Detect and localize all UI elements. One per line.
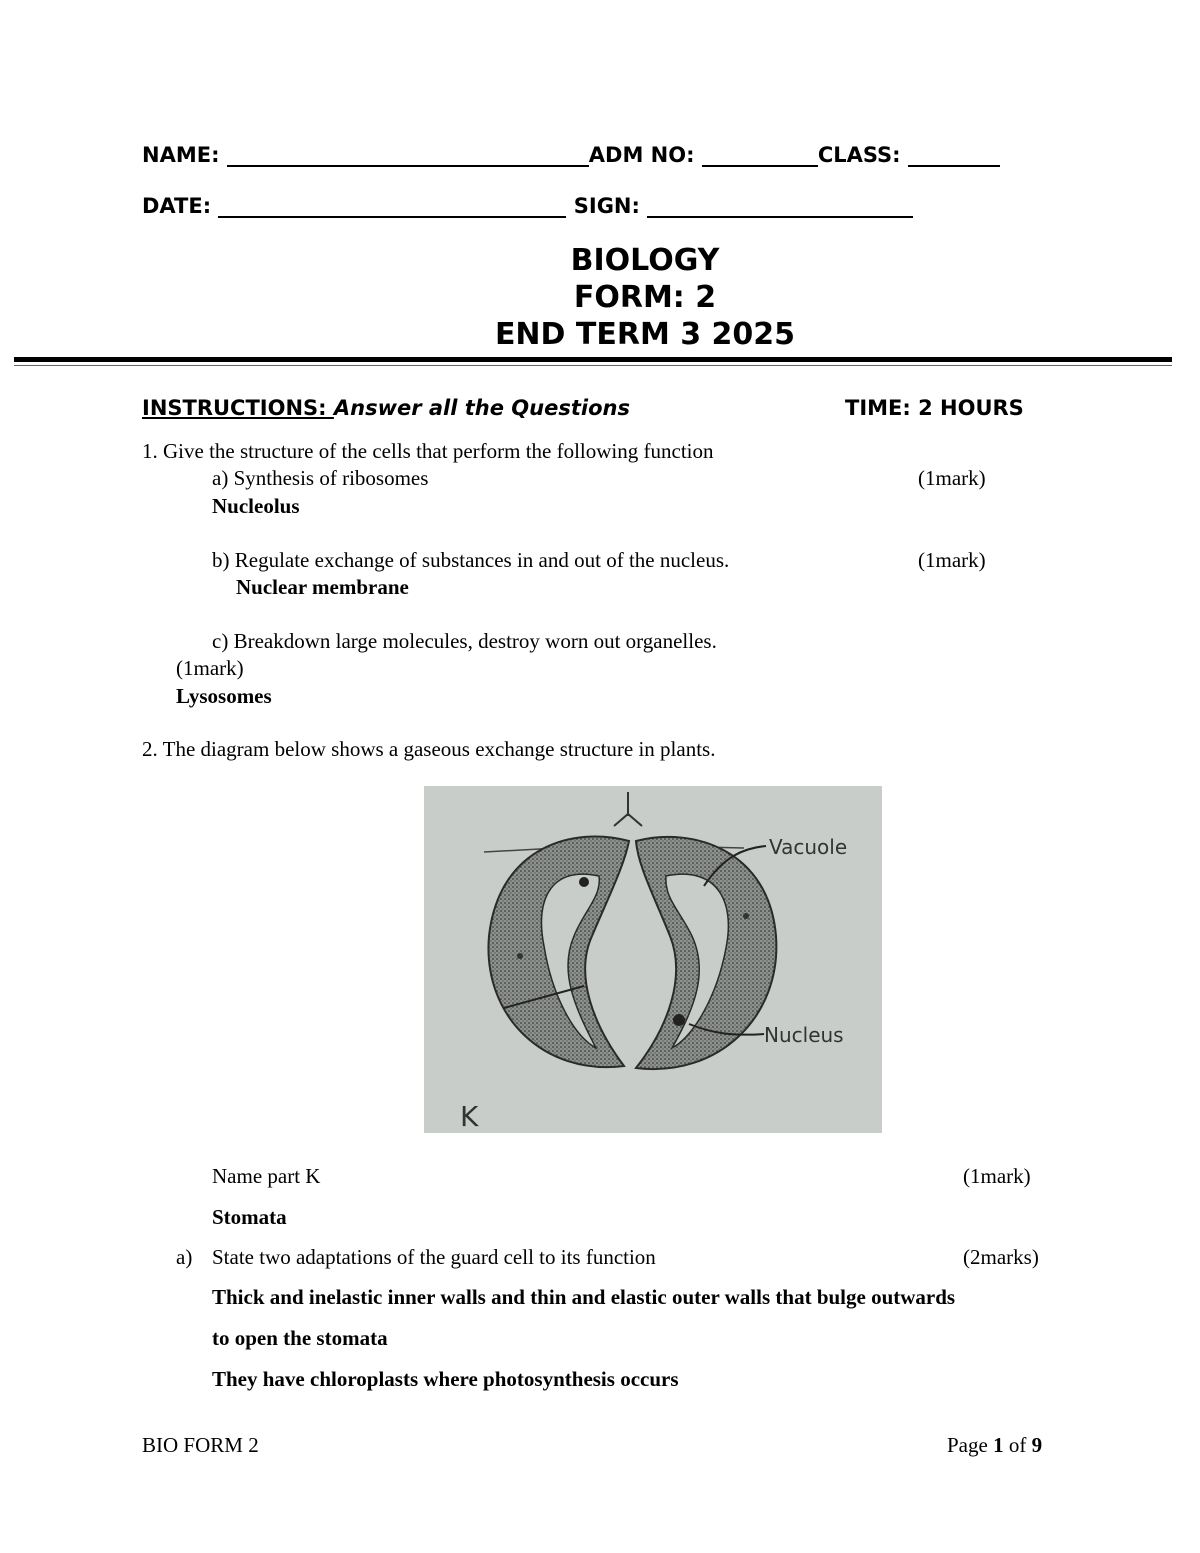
q2a-marks: (2marks) [963, 1245, 1039, 1269]
name-blank[interactable] [227, 143, 589, 167]
class-label: CLASS: [817, 143, 901, 167]
adm-label: ADM NO: [588, 143, 695, 167]
title-exam: END TERM 3 2025 [494, 317, 796, 352]
stomata-diagram [424, 786, 882, 1133]
q2-stem: 2. The diagram below shows a gaseous exchange structure in plants. [142, 737, 716, 761]
class-blank[interactable] [908, 143, 1000, 167]
left-guard-cell [488, 836, 629, 1067]
q1c-answer: Lysosomes [176, 684, 272, 708]
date-field [142, 194, 913, 218]
name-field [142, 143, 1000, 167]
instructions-label: INSTRUCTIONS: [142, 396, 327, 420]
sign-label: SIGN: [573, 194, 640, 218]
title-rule [14, 357, 1172, 362]
footer-page [947, 1433, 1042, 1458]
instructions-text: Answer all the Questions [333, 396, 630, 420]
q2a-text: State two adaptations of the guard cell to its function [212, 1245, 656, 1269]
page-total: 9 [1031, 1433, 1043, 1457]
q1a-text: a) Synthesis of ribosomes [212, 466, 429, 490]
label-vacuole: Vacuole [769, 835, 848, 859]
instructions-line [142, 396, 630, 420]
title-form: FORM: 2 [573, 280, 717, 315]
q1c-marks: (1mark) [176, 656, 244, 680]
q1c-text: c) Breakdown large molecules, destroy worn out organelles. [212, 629, 717, 653]
q1-stem: 1. Give the structure of the cells that perform the following function [142, 439, 714, 463]
q2-name-part-answer: Stomata [212, 1205, 287, 1229]
guard-cells-drawing [424, 786, 882, 1133]
title-subject: BIOLOGY [570, 243, 720, 278]
page-number: 1 [993, 1433, 1004, 1457]
q1a-marks: (1mark) [918, 466, 986, 490]
time-allowed: TIME: 2 HOURS [845, 396, 1024, 420]
footer-left: BIO FORM 2 [142, 1433, 259, 1457]
adm-blank[interactable] [702, 143, 818, 167]
date-blank[interactable] [218, 194, 566, 218]
q2a-answer1-line1: Thick and inelastic inner walls and thin and elastic outer walls that bulge outwards [212, 1285, 956, 1309]
q2a-answer2: They have chloroplasts where photosynthesis occurs [212, 1367, 679, 1391]
date-label: DATE: [142, 194, 212, 218]
q2-name-part-marks: (1mark) [963, 1164, 1031, 1188]
q1b-text: b) Regulate exchange of substances in and out of the nucleus. [212, 548, 730, 572]
q2a-label: a) [176, 1245, 193, 1269]
of-word: of [1008, 1433, 1027, 1457]
q1a-answer: Nucleolus [212, 494, 300, 518]
q2a-answer1-line2: to open the stomata [212, 1326, 388, 1350]
sign-blank[interactable] [647, 194, 913, 218]
label-k: K [460, 1100, 479, 1133]
label-nucleus: Nucleus [764, 1023, 844, 1047]
name-label: NAME: [142, 143, 220, 167]
title-rule-shadow [14, 365, 1172, 366]
q1b-answer: Nuclear membrane [236, 575, 409, 599]
q1b-marks: (1mark) [918, 548, 986, 572]
page-word: Page [947, 1433, 988, 1457]
q2-name-part: Name part K [212, 1164, 321, 1188]
